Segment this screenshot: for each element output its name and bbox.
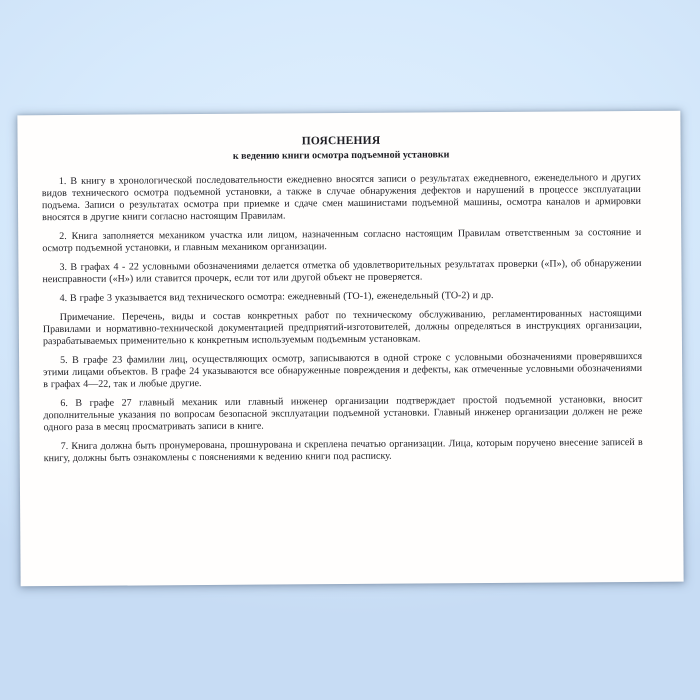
paragraph-2: 2. Книга заполняется механиком участка или лицом, назначенным согласно настоящим Правилам ответственным за состояние и осмотр подъемной установки, и главным механиком организации. [42,226,642,255]
paragraph-3: 3. В графах 4 - 22 условными обозначениями делается отметка об удовлетворительных результатах проверки («П»), об обнаружении неисправности («Н») или ставится прочерк, если тот или другой объект не проверяется. [42,257,642,286]
paragraph-1: 1. В книгу в хронологической последовательности ежедневно вносятся записи о результатах ежедневного, еженедельного и других видов технического осмотра подъемной установки, а также в случае обнаружения дефектов и нарушений в процессе эксплуатации подъема. Записи о результатах осмотра при приемке и сдаче смен машинистами подъемной машины, осмотра каналов и армировки вносятся в другие книги согласно настоящим Правилам. [41,171,642,224]
paragraph-7: 7. Книга должна быть пронумерована, прошнурована и скреплена печатью организации. Лица, которым поручено внесение записей в книгу, должны быть ознакомлены с пояснениями к ведению книги под расписку. [43,436,643,465]
document-subtitle: к ведению книги осмотра подъемной установки [232,149,450,162]
paragraph-5: 5. В графе 23 фамилии лиц, осуществляющих осмотр, записываются в одной строке с условными обозначениями проверявшихся этими лицами объектов. В графе 24 указываются все обнаруженные повреждения и дефекты, как отмеченные условными обозначениями в графах 4—22, так и любые другие. [43,350,643,391]
document-title: ПОЯСНЕНИЯ [301,134,381,148]
paragraph-note: Примечание. Перечень, виды и состав конкретных работ по техническому обслуживанию, регламентированных настоящими Правилами и нормативно-технической документацией предприятий-изготовителей, должны определяться в инструкциях организации, разрабатываемых применительно к конкретным используемым подъемным установкам. [42,307,642,348]
paragraph-6: 6. В графе 27 главный механик или главный инженер организации подтверждает простой подъемной установки, вносит дополнительные указания по вопросам безопасной эксплуатации подъемной установки. Главный инженер организации должен не реже одного раза в месяц просматривать записи в книге. [43,393,643,434]
paragraph-4: 4. В графе 3 указывается вид технического осмотра: ежедневный (ТО-1), еженедельный (ТО-2) и др. [59,290,494,305]
document-page [17,111,683,587]
